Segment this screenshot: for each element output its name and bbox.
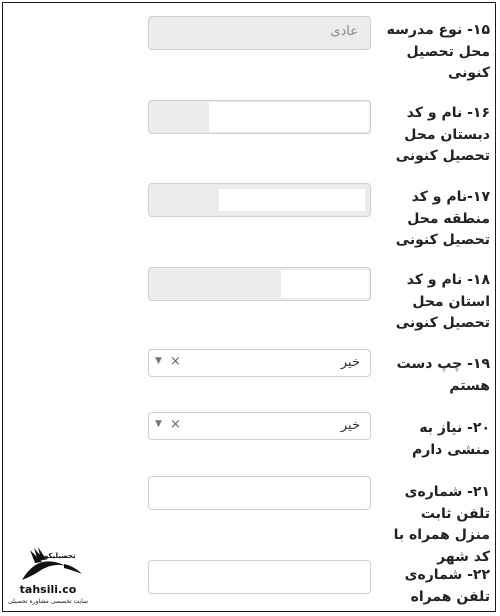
chevron-down-icon[interactable]: ▼ (155, 419, 162, 429)
label-school-type: ۱۵- نوع مدرسه محل تحصیل کنونی (386, 22, 490, 81)
province-value (281, 270, 369, 298)
label-need-scribe: ۲۰- نیاز به منشی دارم (412, 420, 490, 458)
label-mobile-phone: ۲۲- شماره‌ی تلفن همراه (404, 567, 490, 605)
label-primary-school: ۱۶- نام و کد دبستان محل تحصیل کنونی (395, 105, 490, 164)
label-district: ۱۷-نام و کد منطقه محل تحصیل کنونی (395, 189, 490, 248)
left-handed-value: خیر (340, 355, 360, 370)
need-scribe-value: خیر (340, 418, 360, 433)
label-province: ۱۸- نام و کد استان محل تحصیل کنونی (395, 272, 490, 331)
district-field (148, 183, 371, 217)
book-bird-icon (8, 542, 88, 584)
site-logo (8, 542, 88, 608)
home-phone-input[interactable] (148, 476, 371, 510)
school-type-field (148, 16, 371, 50)
district-value (219, 189, 365, 211)
need-scribe-select[interactable] (148, 412, 371, 440)
school-type-value: عادی (330, 24, 358, 39)
province-field (148, 267, 371, 301)
chevron-down-icon[interactable]: ▼ (155, 356, 162, 366)
clear-icon[interactable]: × (170, 417, 181, 432)
primary-school-value (209, 102, 369, 132)
label-left-handed: ۱۹- چپ دست هستم (396, 356, 490, 394)
logo-brand: تحصیلیکو (44, 552, 76, 560)
mobile-phone-input[interactable] (148, 560, 371, 594)
clear-icon[interactable]: × (170, 354, 181, 369)
label-home-phone: ۲۱- شماره‌ی تلفن ثابت منزل همراه با کد شهر (393, 484, 490, 565)
logo-tagline: سایت تخصصی مشاوره تحصیلی (8, 598, 88, 605)
left-handed-select[interactable] (148, 349, 371, 377)
logo-name: tahsili.co (19, 583, 77, 596)
primary-school-field (148, 100, 371, 134)
